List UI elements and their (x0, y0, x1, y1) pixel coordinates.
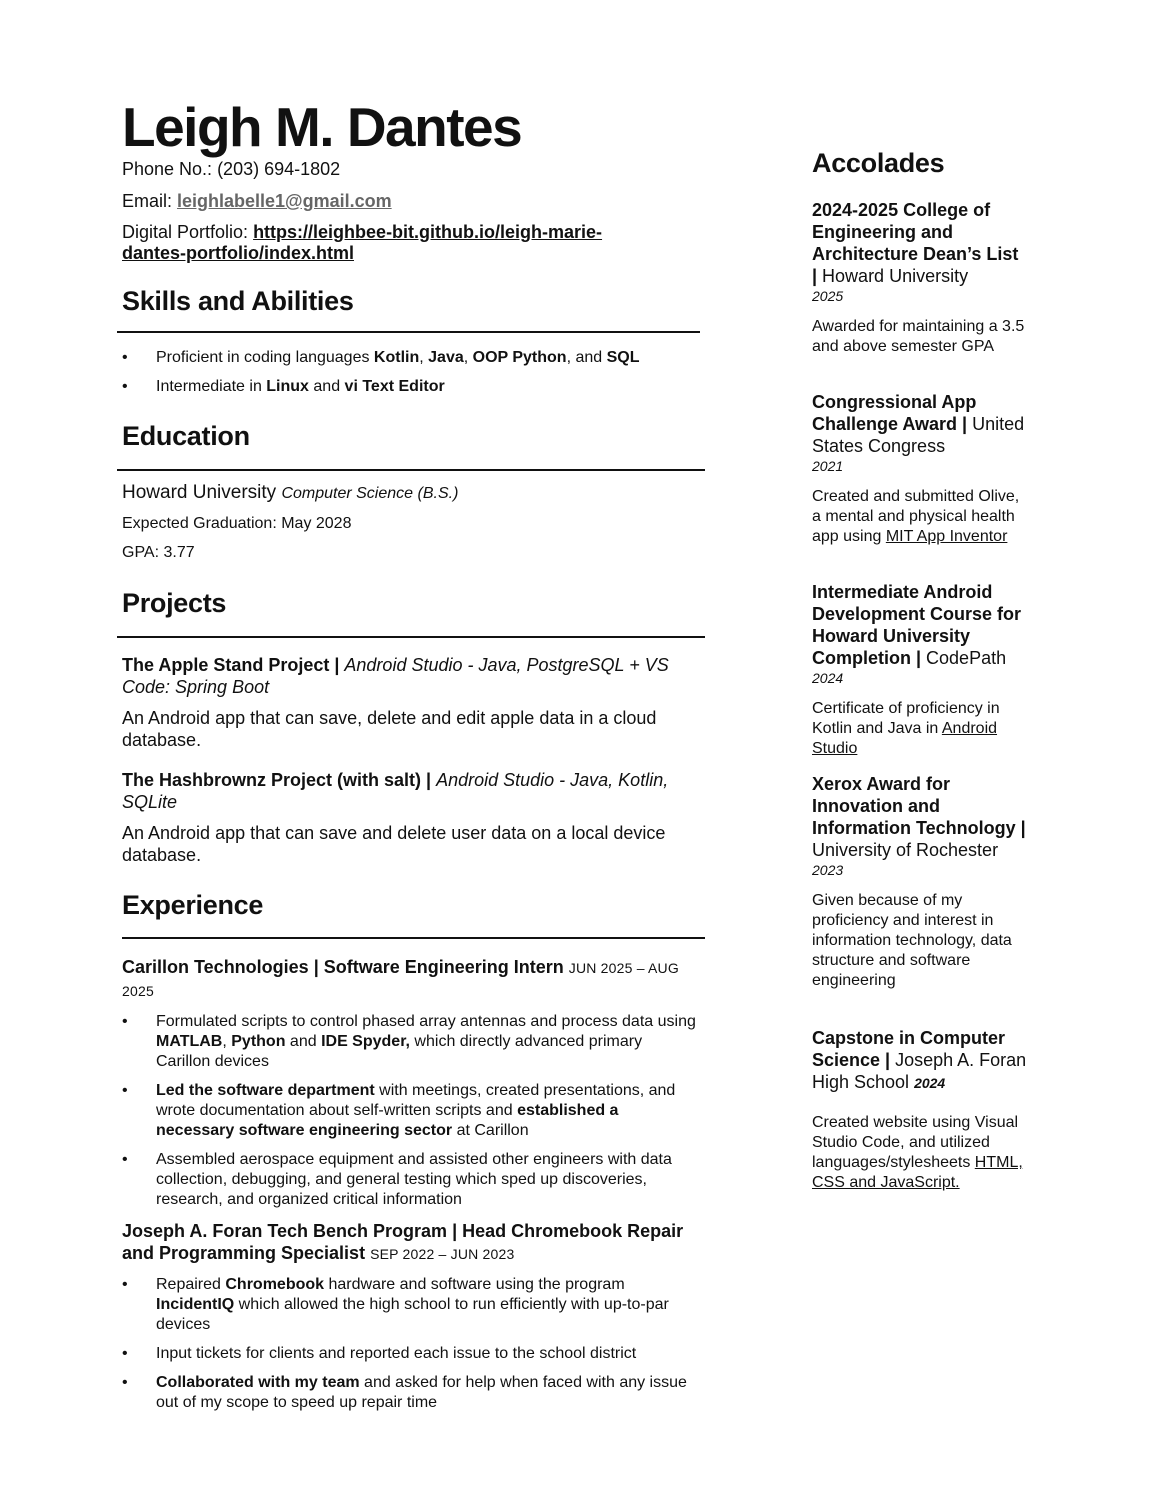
education-heading: Education (122, 421, 250, 451)
accolade-item (812, 199, 1027, 357)
portfolio-link[interactable]: https://leighbee-bit.github.io/leigh-marie- (253, 222, 603, 242)
project-title: The Hashbrownz Project (with salt) | Android Studio - Java, Kotlin, SQLite (122, 770, 669, 812)
skills-divider (117, 331, 700, 333)
accolade-org: Howard University (822, 266, 969, 286)
accolade-org: United States Congress (812, 414, 1025, 456)
projects-divider (117, 636, 705, 638)
list-item: • Formulated scripts to control phased array antennas and process data using MATLAB, Python and IDE Spyder, which directly advanced primary Carillon devices (122, 1012, 697, 1072)
skills-list (122, 348, 702, 397)
accolade-item (812, 581, 1027, 759)
list-item: • Intermediate in Linux and vi Text Editor (122, 377, 702, 397)
degree: Computer Science (B.S.) (281, 485, 459, 502)
list-item: • Collaborated with my team and asked for help when faced with any issue out of my scope to speed up repair time (122, 1373, 697, 1413)
accolade-link[interactable]: Android Studio (812, 720, 998, 757)
accolade-description: Created website using Visual Studio Code, and utilized languages/stylesheets HTML, CSS and JavaScript. (812, 1114, 1023, 1191)
resume-name: Leigh M. Dantes (122, 96, 522, 158)
accolade-year: 2024 (812, 670, 844, 686)
accolade-link[interactable]: HTML, CSS and JavaScript. (812, 1154, 1023, 1191)
accolade-org: Joseph A. Foran High School (812, 1050, 1027, 1092)
list-item: • Proficient in coding languages Kotlin, Java, OOP Python, and SQL (122, 348, 702, 368)
education-divider (117, 469, 705, 471)
accolade-year: 2023 (812, 862, 844, 878)
email-line (122, 191, 392, 212)
accolade-org: University of Rochester (812, 840, 999, 860)
job-bullets (122, 1012, 697, 1210)
project-tech: Android Studio - Java, PostgreSQL + VS Code: Spring Boot (122, 655, 669, 697)
accolade-title: Intermediate Android Development Course for Howard University Completion | CodePath (812, 582, 1022, 668)
accolade-item (812, 1027, 1027, 1193)
portfolio-label: Digital Portfolio: (122, 222, 254, 242)
accolade-year: 2025 (812, 288, 844, 304)
project-hashbrownz (122, 769, 692, 866)
portfolio-line (122, 222, 682, 264)
accolade-description: Created and submitted Olive, a mental and physical health app using MIT App Inventor (812, 488, 1020, 545)
job-foran-tech-bench (122, 1220, 702, 1413)
job-date: JUN 2025 – AUG 2025 (122, 960, 679, 999)
accolade-title: Capstone in Computer Science | Joseph A. Foran High School 2024 (812, 1028, 1027, 1092)
accolade-description: Certificate of proficiency in Kotlin and Java in Android Studio (812, 700, 1000, 757)
job-carillon (122, 956, 702, 1210)
experience-divider (122, 937, 705, 939)
accolade-description: Awarded for maintaining a 3.5 and above semester GPA (812, 318, 1025, 355)
list-item: • Repaired Chromebook hardware and software using the program IncidentIQ which allowed the high school to run efficiently with up-to-par devices (122, 1275, 697, 1335)
accolade-item (812, 773, 1027, 991)
graduation-date: Expected Graduation: May 2028 (122, 515, 352, 532)
accolades-heading: Accolades (812, 148, 945, 178)
job-title: Joseph A. Foran Tech Bench Program | Head Chromebook Repair and Programming Specialist SEP 2022 – JUN 2023 (122, 1221, 684, 1263)
skills-heading: Skills and Abilities (122, 286, 354, 316)
list-item: • Led the software department with meetings, created presentations, and wrote documentation about self-written scripts and established a necessary software engineering sector at Carillon (122, 1081, 697, 1141)
accolade-item (812, 391, 1027, 547)
accolade-title: Congressional App Challenge Award | United States Congress (812, 392, 1025, 456)
phone-line (122, 159, 340, 180)
project-apple-stand (122, 654, 692, 751)
education-school (122, 482, 458, 504)
school-name: Howard University (122, 482, 277, 503)
project-description: An Android app that can save and delete user data on a local device database. (122, 823, 666, 865)
accolade-year: 2024 (914, 1075, 946, 1091)
projects-heading: Projects (122, 588, 227, 618)
email-label: Email: (122, 191, 178, 211)
accolade-description: Given because of my proficiency and interest in information technology, data structure and software engineering (812, 892, 1012, 989)
phone-label: Phone No.: (122, 159, 218, 179)
project-tech: Android Studio - Java, Kotlin, SQLite (122, 770, 669, 812)
list-item: • Input tickets for clients and reported each issue to the school district (122, 1344, 697, 1364)
portfolio-link-continued[interactable]: dantes-portfolio/index.html (122, 243, 354, 263)
list-item: • Assembled aerospace equipment and assisted other engineers with data collection, debugging, and general testing which sped up discoveries, research, and organized critical information (122, 1150, 697, 1210)
phone-number: (203) 694-1802 (217, 159, 341, 179)
accolade-title: Xerox Award for Innovation and Information Technology | University of Rochester (812, 774, 1026, 860)
accolade-link[interactable]: MIT App Inventor (885, 528, 1008, 545)
project-title: The Apple Stand Project | Android Studio - Java, PostgreSQL + VS Code: Spring Boot (122, 655, 669, 697)
accolade-year: 2021 (812, 458, 844, 474)
job-date: SEP 2022 – JUN 2023 (370, 1246, 515, 1262)
gpa: GPA: 3.77 (122, 544, 195, 561)
email-link[interactable]: leighlabelle1@gmail.com (177, 191, 392, 211)
job-bullets (122, 1275, 697, 1413)
project-description: An Android app that can save, delete and edit apple data in a cloud database. (122, 708, 657, 750)
job-title: Carillon Technologies | Software Engineering Intern JUN 2025 – AUG 2025 (122, 957, 679, 999)
accolade-org: CodePath (926, 648, 1007, 668)
accolade-title: 2024-2025 College of Engineering and Architecture Dean’s List | Howard University (812, 200, 1019, 286)
experience-heading: Experience (122, 890, 264, 920)
